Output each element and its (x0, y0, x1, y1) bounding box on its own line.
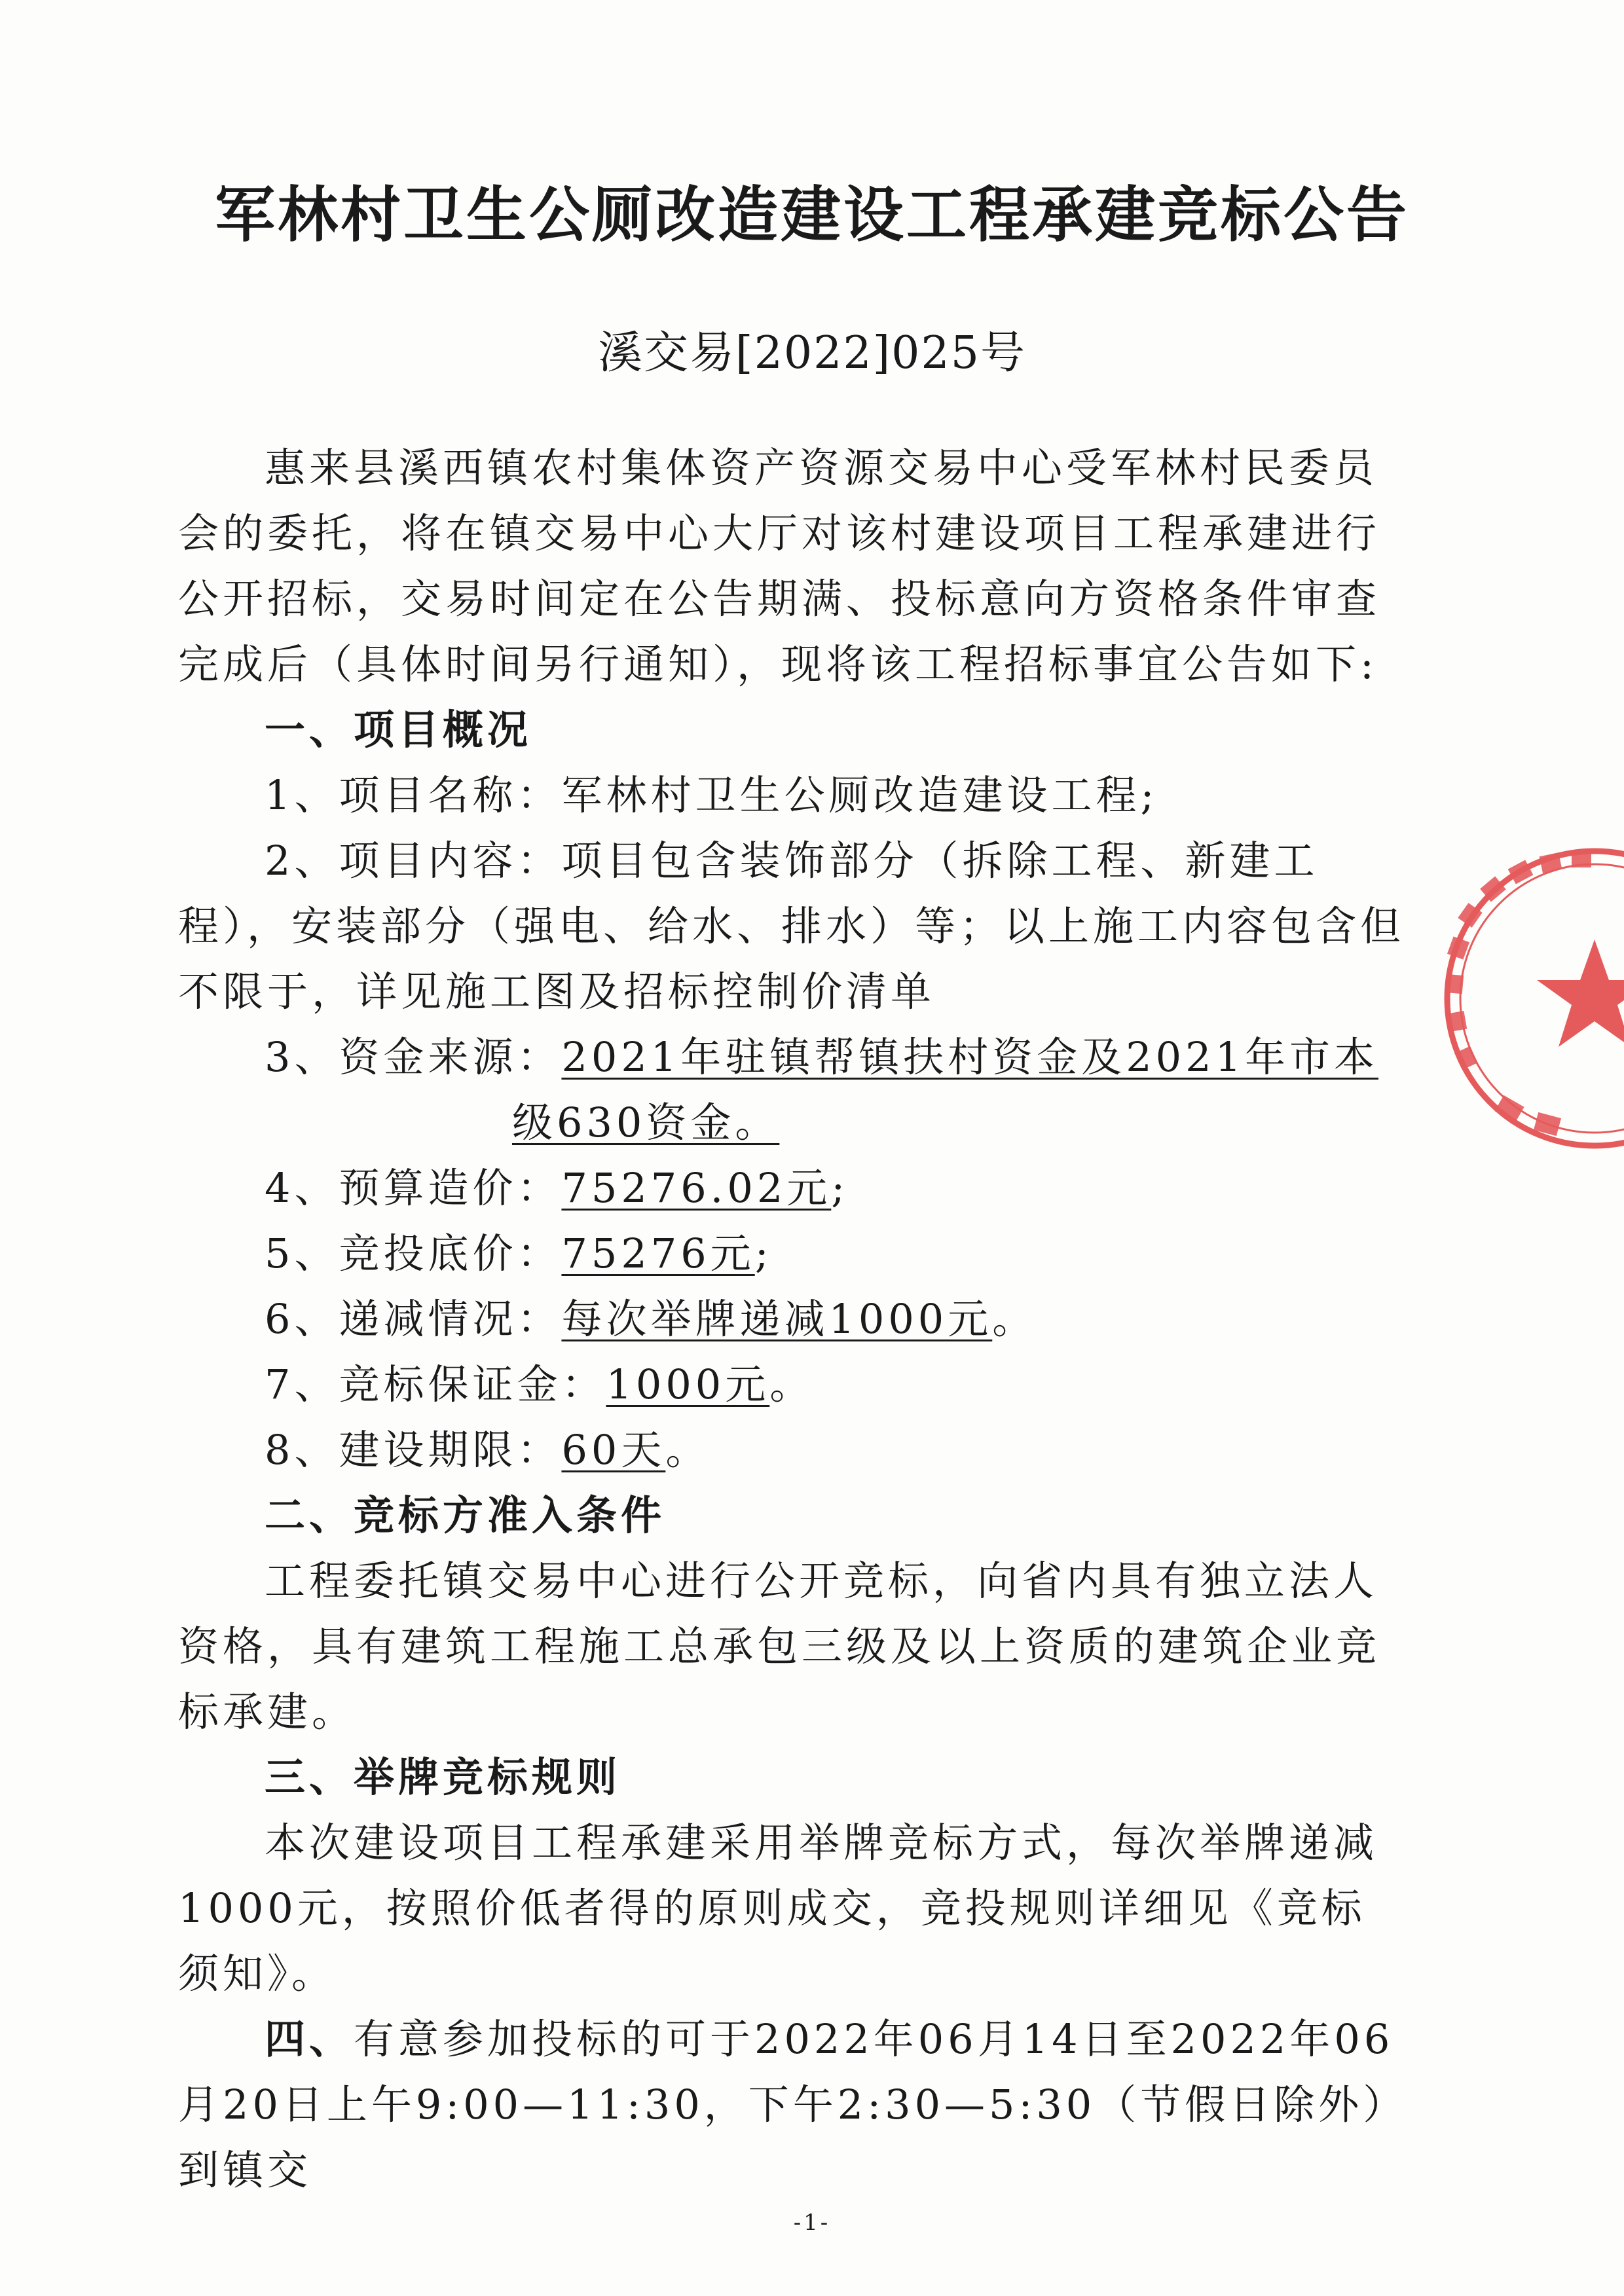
section-3-text: 本次建设项目工程承建采用举牌竞标方式，每次举牌递减1000元，按照价低者得的原则成交，竞投规则详细见《竞标须知》。 (178, 1819, 1378, 1997)
page-number: -1- (793, 2210, 831, 2236)
document-number: 溪交易[2022]025号 (598, 327, 1026, 379)
item-suffix: ; (754, 1230, 773, 1277)
section-4-paragraph (178, 2007, 1407, 2203)
item-base-price (178, 1221, 1407, 1286)
item-label: 1、项目名称： (265, 771, 562, 819)
document-body (178, 435, 1407, 2203)
item-value: 军林村卫生公厕改造建设工程; (561, 771, 1158, 819)
item-budget (178, 1156, 1407, 1221)
item-value: 项目包含装饰部分（拆除工程、新建工程），安装部分（强电、给水、排水）等；以上施工内容包含但不限于，详见施工图及招标控制价清单 (178, 837, 1405, 1015)
item-funding-source (178, 1025, 1407, 1156)
item-value: 2021年驻镇帮镇扶村资金及2021年市本级630资金。 (512, 1033, 1379, 1146)
section-2-heading: 二、竞标方准入条件 (265, 1491, 666, 1539)
item-value: 每次举牌递减1000元 (561, 1295, 993, 1343)
item-decrement (178, 1286, 1407, 1352)
seal-star-icon (1537, 939, 1624, 1047)
item-project-name (178, 763, 1407, 828)
item-value: 75276元 (561, 1230, 755, 1277)
item-value: 60天 (561, 1426, 666, 1474)
official-seal (1437, 841, 1624, 1156)
item-value: 1000元 (606, 1360, 770, 1408)
item-label: 5、竞投底价： (265, 1230, 562, 1277)
item-suffix: 。 (665, 1426, 710, 1474)
item-label: 2、项目内容： (265, 837, 562, 884)
item-label: 7、竞标保证金： (265, 1360, 606, 1408)
section-3-heading: 三、举牌竞标规则 (265, 1753, 621, 1801)
item-duration (178, 1417, 1407, 1483)
item-suffix: ; (831, 1164, 849, 1212)
section-4-text: 有意参加投标的可于2022年06月14日至2022年06月20日上午9:00—11:30，下午2:30—5:30（节假日除外）到镇交 (178, 2015, 1394, 2194)
item-label: 6、递减情况： (265, 1295, 562, 1343)
item-value: 75276.02元 (561, 1164, 832, 1212)
section-4-heading: 四、 (265, 2015, 354, 2063)
document-title: 军林村卫生公厕改造建设工程承建竞标公告 (214, 180, 1409, 250)
item-label: 4、预算造价： (265, 1164, 562, 1212)
item-suffix: 。 (992, 1295, 1037, 1343)
intro-paragraph: 惠来县溪西镇农村集体资产资源交易中心受军林村民委员会的委托，将在镇交易中心大厅对该村建设项目工程承建进行公开招标，交易时间定在公告期满、投标意向方资格条件审查完成后（具体时间另行通知），现将该工程招标事宜公告如下: (178, 444, 1381, 688)
section-2-text: 工程委托镇交易中心进行公开竞标，向省内具有独立法人资格，具有建筑工程施工总承包三级及以上资质的建筑企业竞标承建。 (178, 1557, 1381, 1736)
item-label: 8、建设期限： (265, 1426, 562, 1474)
item-label: 3、资金来源： (265, 1033, 562, 1081)
item-project-content (178, 828, 1407, 1025)
section-1-heading: 一、项目概况 (265, 706, 532, 754)
item-suffix: 。 (769, 1360, 815, 1408)
item-deposit (178, 1352, 1407, 1417)
